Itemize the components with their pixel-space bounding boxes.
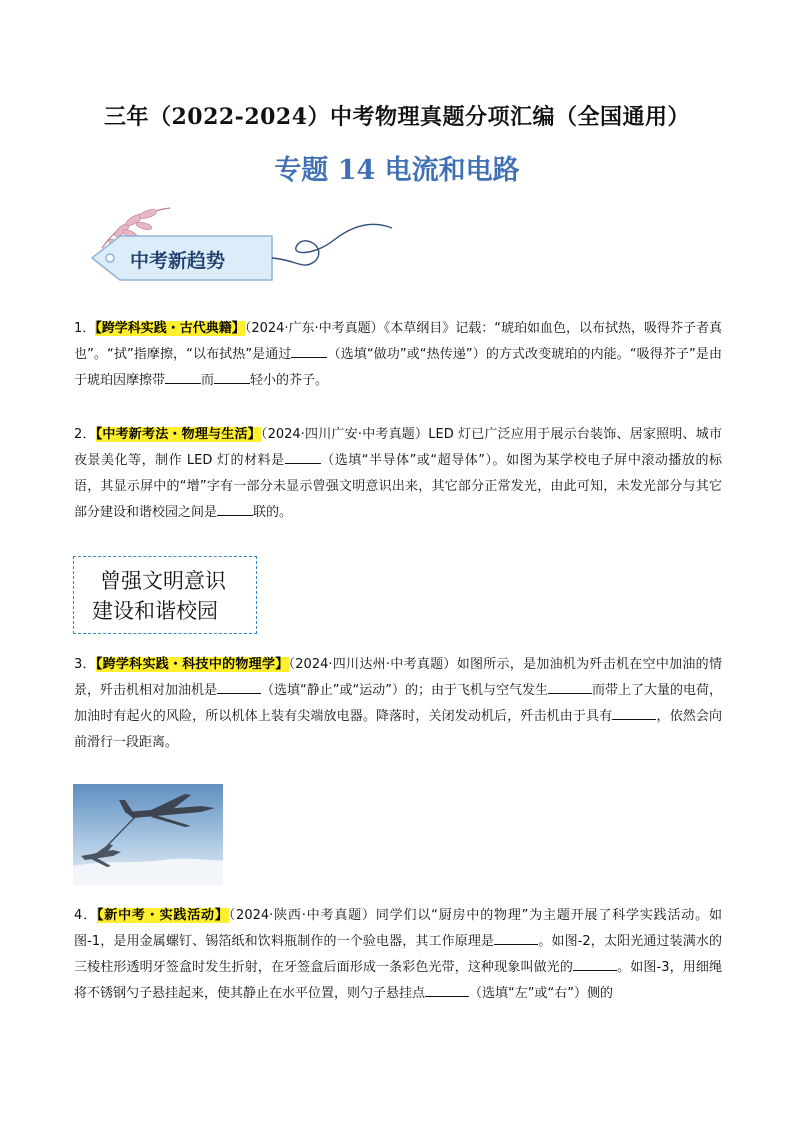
answer-blank[interactable] — [214, 369, 250, 384]
led-slogan-figure — [73, 556, 257, 634]
question-text: 而带上了大量的电荷，加油时有起火的风险，所以机体上装有尖端放电器。降落时，关闭发动机后，歼击机由于具有 — [74, 683, 722, 724]
question-4 — [74, 903, 722, 1007]
question-source: （2024·四川达州·中考真题） — [288, 657, 457, 672]
question-source: （2024·四川广安·中考真题） — [260, 427, 429, 442]
question-text: 《本草纲目》记载：“琥珀如血色，以布拭热，吸得芥子者真也”。“拭”指摩擦，“以布拭热”是通过 — [74, 321, 722, 362]
question-3 — [74, 652, 722, 756]
topic-title: 专题 14 电流和电路 — [274, 155, 520, 186]
question-source: （2024·广东·中考真题） — [244, 321, 384, 336]
slogan-line: 建设和谐校园 — [92, 599, 218, 623]
refueling-aircraft-photo — [73, 784, 223, 885]
question-2 — [74, 422, 722, 526]
answer-blank[interactable] — [217, 679, 261, 694]
answer-blank[interactable] — [612, 705, 656, 720]
section-banner-label: 中考新趋势 — [130, 250, 226, 272]
question-number: 3． — [74, 657, 96, 672]
question-text: 。如图-3，用细绳将不锈钢勺子悬挂起来，使其静止在水平位置，则勺子悬挂点 — [74, 960, 722, 1001]
question-source: （2024·陕西·中考真题） — [228, 908, 376, 923]
question-text: 。如图-2，太阳光通过装满水的三棱柱形透明牙签盒时发生折射，在牙签盒后面形成一条彩色光带，这种现象叫做光的 — [74, 934, 722, 975]
answer-blank[interactable] — [494, 930, 538, 945]
answer-blank[interactable] — [217, 501, 253, 516]
question-text: 而 — [201, 373, 215, 388]
question-text: （选填“做功”或“热传递”）的方式改变琥珀的内能。“吸得芥子”是由于琥珀因摩擦带 — [74, 347, 722, 388]
question-number: 4． — [74, 908, 97, 923]
question-text: （选填“静止”或“运动”）的；由于飞机与空气发生 — [261, 683, 548, 698]
question-tag: 【跨学科实践・古代典籍】 — [95, 321, 245, 336]
question-text: 轻小的芥子。 — [250, 373, 329, 388]
answer-blank[interactable] — [285, 449, 321, 464]
question-number: 1． — [74, 321, 96, 336]
answer-blank[interactable] — [291, 343, 327, 358]
question-text: （选填“半导体”或“超导体”）。如图为某学校电子屏中滚动播放的标语，其显示屏中的“增”字有一部分未显示曾强文明意识出来，其它部分正常发光，由此可知，未发光部分与其它部分建设和谐校园之间是 — [74, 453, 722, 520]
question-text: ，依然会向前滑行一段距离。 — [74, 709, 722, 750]
answer-blank[interactable] — [165, 369, 201, 384]
question-number: 2． — [74, 427, 96, 442]
question-text: （选填“左”或“右”）侧的 — [469, 986, 613, 1001]
question-text: 联的。 — [253, 505, 293, 520]
answer-blank[interactable] — [548, 679, 592, 694]
question-text: LED 灯已广泛应用于展示台装饰、居家照明、城市夜景美化等，制作 LED 灯的材料是 — [74, 427, 722, 468]
question-1 — [74, 316, 722, 394]
slogan-line: 曾强文明意识 — [100, 569, 226, 593]
question-tag: 【中考新考法・物理与生活】 — [95, 427, 261, 442]
document-title: 三年（2022-2024）中考物理真题分项汇编（全国通用） — [103, 104, 691, 130]
question-text: 如图所示，是加油机为歼击机在空中加油的情景，歼击机相对加油机是 — [74, 657, 722, 698]
question-tag: 【新中考・实践活动】 — [96, 908, 229, 923]
question-tag: 【跨学科实践・科技中的物理学】 — [95, 657, 289, 672]
answer-blank[interactable] — [573, 956, 617, 971]
question-text: 同学们以“厨房中的物理”为主题开展了科学实践活动。如图-1，是用金属螺钉、锡箔纸和饮料瓶制作的一个验电器，其工作原理是 — [74, 908, 722, 949]
answer-blank[interactable] — [425, 982, 469, 997]
